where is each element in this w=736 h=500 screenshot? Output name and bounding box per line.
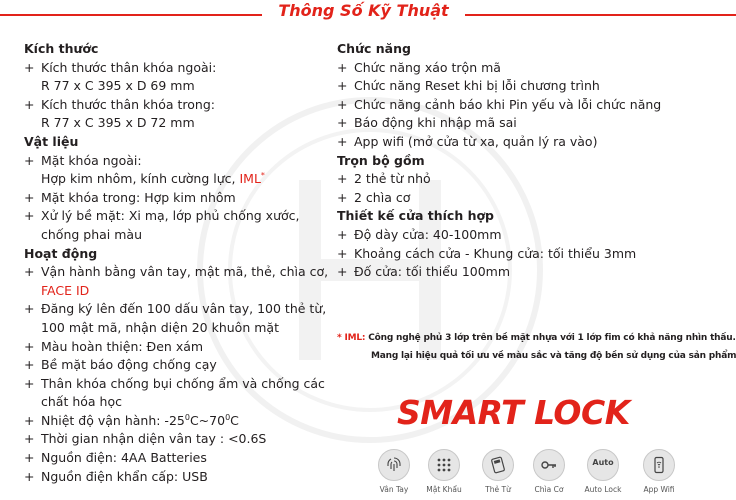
- plus-icon: +: [24, 338, 35, 354]
- plus-icon: +: [24, 301, 35, 317]
- keypad-icon: [428, 449, 460, 481]
- key-icon: [533, 449, 565, 481]
- plus-icon: +: [24, 431, 35, 447]
- header-rule-right: [465, 14, 736, 16]
- function-item: + App wifi (mở cửa từ xa, quản lý ra vào): [337, 133, 732, 152]
- operation-item: + Nguồn điện khẩn cấp: USB: [24, 468, 324, 487]
- iml-note: [337, 329, 736, 365]
- feature-auto-lock: Auto Auto Lock: [575, 449, 631, 494]
- function-item: + Báo động khi nhập mã sai: [337, 114, 732, 133]
- plus-icon: +: [24, 375, 35, 391]
- door-item: + Đố cửa: tối thiểu 100mm: [337, 263, 732, 282]
- plus-icon: +: [337, 78, 348, 94]
- plus-icon: +: [337, 133, 348, 149]
- door-title: Thiết kế cửa thích hợp: [337, 208, 495, 224]
- operation-item: + Nguồn điện: 4AA Batteries: [24, 449, 324, 468]
- function-item: + Chức năng xáo trộn mã: [337, 59, 732, 78]
- material-title: Vật liệu: [24, 133, 79, 149]
- face-id-label: FACE ID: [41, 282, 90, 298]
- fingerprint-icon: [378, 449, 410, 481]
- plus-icon: +: [337, 226, 348, 242]
- operation-item: + Đăng ký lên đến 100 dấu vân tay, 100 thẻ từ, 100 mật mã, nhận diện 20 khuôn mặt: [24, 301, 327, 335]
- operation-item: + Bề mặt báo động chống cạy: [24, 356, 324, 375]
- door-item: + Khoảng cách cửa - Khung cửa: tối thiểu 3mm: [337, 245, 732, 264]
- function-item: + Chức năng cảnh báo khi Pin yếu và lỗi chức năng: [337, 96, 732, 115]
- package-title: Trọn bộ gồm: [337, 152, 425, 168]
- size-title: Kích thước: [24, 41, 99, 56]
- feature-key: Chìa Cơ: [521, 449, 577, 494]
- package-item: + 2 chìa cơ: [337, 189, 732, 208]
- plus-icon: +: [24, 468, 35, 484]
- iml-note-line2: Mang lại hiệu quả tối ưu về màu sắc và tăng độ bền sử dụng của sản phẩm: [371, 351, 736, 361]
- plus-icon: +: [24, 264, 35, 280]
- header-rule-left: [0, 14, 262, 16]
- material-item: + Mặt khóa ngoài: Hợp kim nhôm, kính cường lực, IML*: [24, 152, 265, 187]
- feature-app-wifi: App Wifi: [631, 449, 687, 494]
- door-item: + Độ dày cửa: 40-100mm: [337, 226, 732, 245]
- plus-icon: +: [24, 208, 35, 224]
- operation-item: + Màu hoàn thiện: Đen xám: [24, 338, 324, 357]
- operation-item: + Thời gian nhận diện vân tay : <0.6S: [24, 430, 324, 449]
- left-column: [24, 40, 329, 486]
- plus-icon: +: [337, 96, 348, 112]
- iml-label: IML: [239, 171, 261, 187]
- page-title: Thông Số Kỹ Thuật: [278, 1, 449, 20]
- plus-icon: +: [337, 189, 348, 205]
- plus-icon: +: [24, 152, 35, 168]
- operation-item: + Nhiệt độ vận hành: $-25^0C\sim 70^0C$: [24, 412, 324, 431]
- plus-icon: +: [337, 59, 348, 75]
- feature-card: Thẻ Từ: [470, 449, 526, 494]
- brand-logo-text: SMART LOCK: [397, 393, 630, 432]
- plus-icon: +: [337, 264, 348, 280]
- material-item: + Xử lý bề mặt: Xi mạ, lớp phủ chống xước, chống phai màu: [24, 208, 300, 242]
- iml-note-line1: Công nghệ phủ 3 lớp trên bề mặt nhựa với 1 lớp fim có khả năng nhìn thấu.: [368, 333, 736, 343]
- auto-lock-icon: Auto: [587, 449, 619, 481]
- plus-icon: +: [24, 189, 35, 205]
- operation-item: + Vận hành bằng vân tay, mật mã, thẻ, chìa cơ, FACE ID: [24, 263, 324, 300]
- plus-icon: +: [24, 59, 35, 75]
- feature-icons: [366, 449, 736, 499]
- plus-icon: +: [24, 412, 35, 428]
- operation-title: Hoạt động: [24, 245, 98, 261]
- function-title: Chức năng: [337, 41, 411, 56]
- feature-fingerprint: Vân Tay: [366, 449, 422, 494]
- function-item: + Chức năng Reset khi bị lỗi chương trình: [337, 77, 732, 96]
- plus-icon: +: [24, 357, 35, 373]
- app-wifi-icon: [643, 449, 675, 481]
- right-column: [337, 40, 732, 282]
- plus-icon: +: [337, 171, 348, 187]
- plus-icon: +: [337, 245, 348, 261]
- feature-keypad: Mật Khẩu: [416, 449, 472, 494]
- size-item: + Kích thước thân khóa ngoài: R 77 x C 395 x D 69 mm: [24, 59, 217, 94]
- iml-note-label: * IML:: [337, 333, 366, 343]
- size-item: + Kích thước thân khóa trong: R 77 x C 395 x D 72 mm: [24, 96, 215, 131]
- material-item: + Mặt khóa trong: Hợp kim nhôm: [24, 189, 324, 208]
- package-item: + 2 thẻ từ nhỏ: [337, 170, 732, 189]
- plus-icon: +: [24, 450, 35, 466]
- operation-item: + Thân khóa chống bụi chống ẩm và chống các chất hóa học: [24, 375, 325, 410]
- card-icon: [482, 449, 514, 481]
- plus-icon: +: [24, 96, 35, 112]
- plus-icon: +: [337, 115, 348, 131]
